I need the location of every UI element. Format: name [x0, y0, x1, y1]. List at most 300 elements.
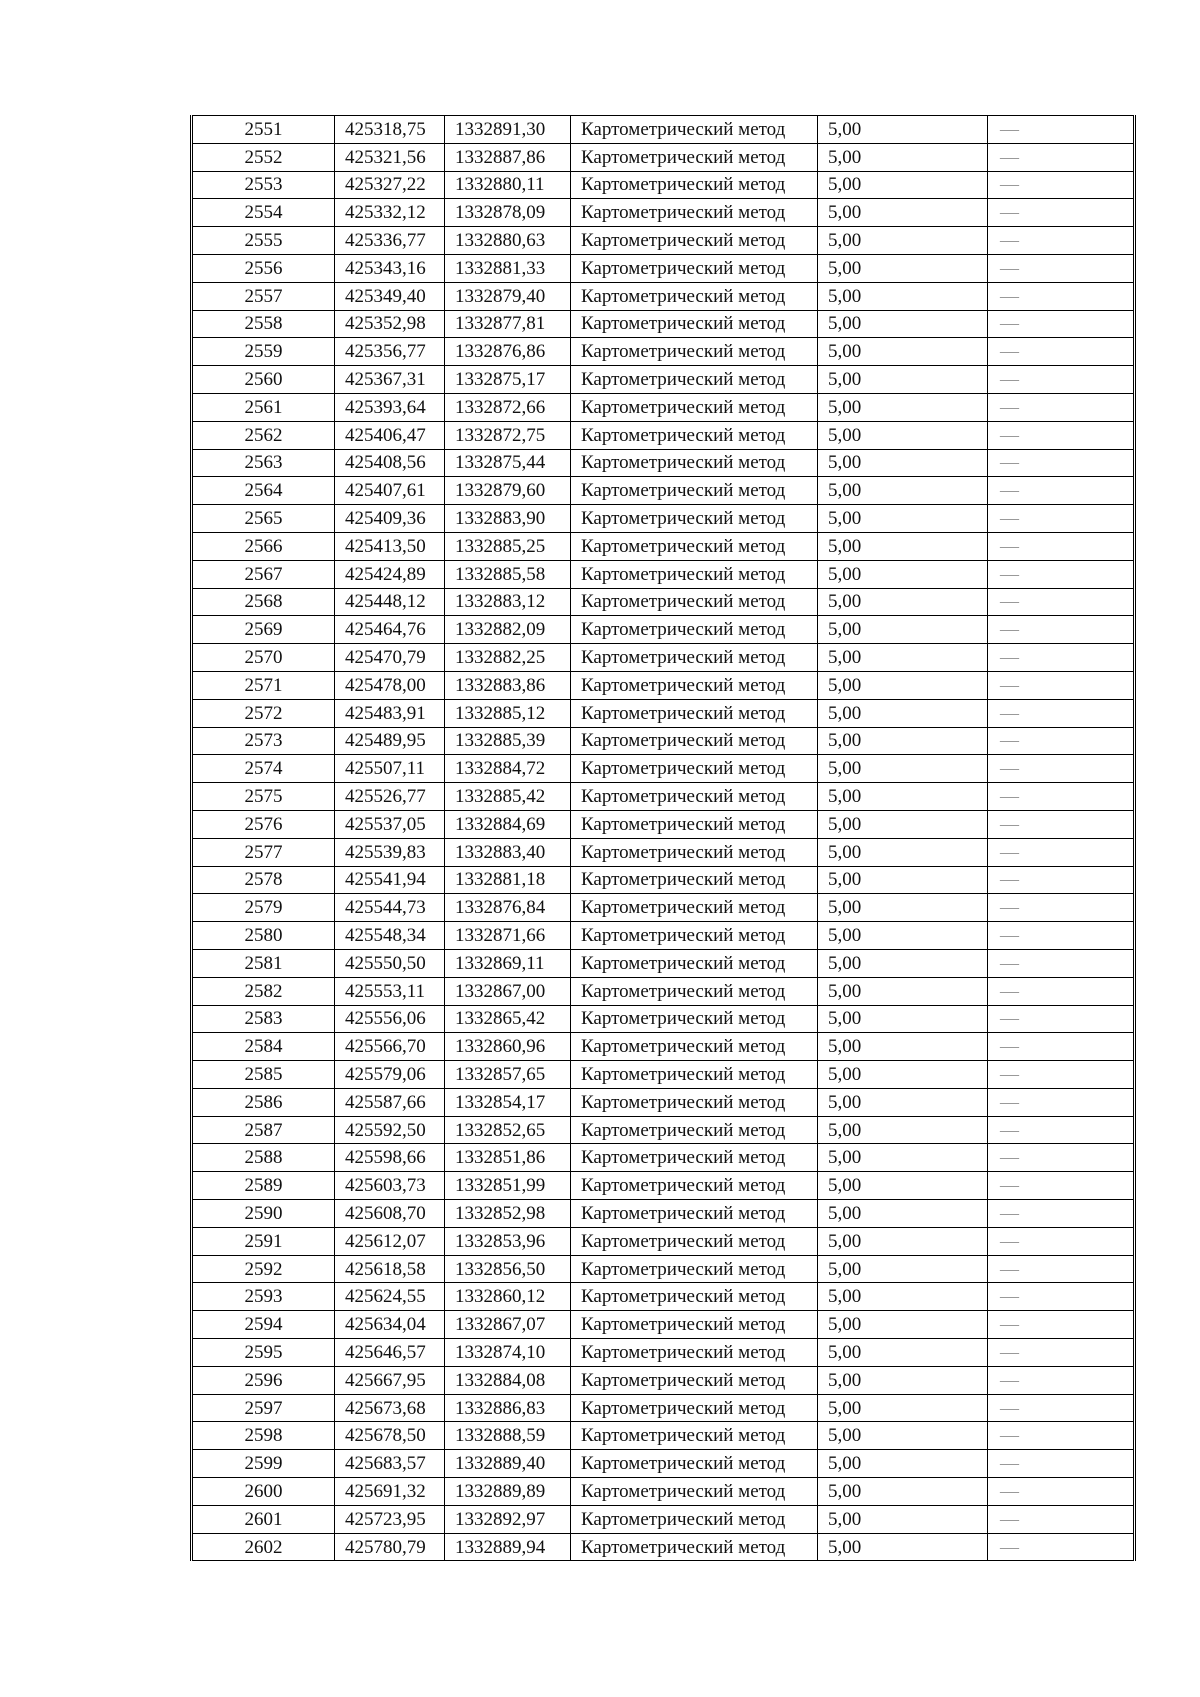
point-number-cell: 2598: [192, 1422, 335, 1450]
table-row: [192, 1450, 1135, 1478]
y-coordinate-cell: 1332891,30: [445, 116, 571, 144]
point-number-cell: 2588: [192, 1144, 335, 1172]
x-coordinate-cell: 425336,77: [335, 227, 445, 255]
method-cell: Картометрический метод: [571, 1394, 818, 1422]
note-cell: —: [988, 449, 1135, 477]
table-row: [192, 366, 1135, 394]
point-number-cell: 2552: [192, 143, 335, 171]
point-number-cell: 2583: [192, 1005, 335, 1033]
point-number-cell: 2569: [192, 616, 335, 644]
y-coordinate-cell: 1332881,18: [445, 866, 571, 894]
note-cell: —: [988, 1366, 1135, 1394]
note-cell: —: [988, 1061, 1135, 1089]
note-cell: —: [988, 421, 1135, 449]
y-coordinate-cell: 1332865,42: [445, 1005, 571, 1033]
y-coordinate-cell: 1332884,08: [445, 1366, 571, 1394]
point-number-cell: 2557: [192, 282, 335, 310]
x-coordinate-cell: 425553,11: [335, 977, 445, 1005]
x-coordinate-cell: 425544,73: [335, 894, 445, 922]
accuracy-cell: 5,00: [818, 1088, 988, 1116]
x-coordinate-cell: 425587,66: [335, 1088, 445, 1116]
table-row: [192, 1422, 1135, 1450]
method-cell: Картометрический метод: [571, 505, 818, 533]
point-number-cell: 2591: [192, 1227, 335, 1255]
accuracy-cell: 5,00: [818, 922, 988, 950]
accuracy-cell: 5,00: [818, 199, 988, 227]
accuracy-cell: 5,00: [818, 1450, 988, 1478]
x-coordinate-cell: 425673,68: [335, 1394, 445, 1422]
accuracy-cell: 5,00: [818, 1033, 988, 1061]
method-cell: Картометрический метод: [571, 1366, 818, 1394]
note-cell: —: [988, 810, 1135, 838]
accuracy-cell: 5,00: [818, 1255, 988, 1283]
x-coordinate-cell: 425612,07: [335, 1227, 445, 1255]
method-cell: Картометрический метод: [571, 477, 818, 505]
accuracy-cell: 5,00: [818, 449, 988, 477]
point-number-cell: 2587: [192, 1116, 335, 1144]
y-coordinate-cell: 1332883,40: [445, 838, 571, 866]
point-number-cell: 2595: [192, 1339, 335, 1367]
note-cell: —: [988, 727, 1135, 755]
point-number-cell: 2597: [192, 1394, 335, 1422]
x-coordinate-cell: 425618,58: [335, 1255, 445, 1283]
y-coordinate-cell: 1332880,11: [445, 171, 571, 199]
note-cell: —: [988, 671, 1135, 699]
table-row: [192, 199, 1135, 227]
method-cell: Картометрический метод: [571, 644, 818, 672]
accuracy-cell: 5,00: [818, 755, 988, 783]
table-row: [192, 727, 1135, 755]
point-number-cell: 2579: [192, 894, 335, 922]
accuracy-cell: 5,00: [818, 644, 988, 672]
note-cell: —: [988, 1450, 1135, 1478]
x-coordinate-cell: 425424,89: [335, 560, 445, 588]
method-cell: Картометрический метод: [571, 949, 818, 977]
table-row: [192, 1394, 1135, 1422]
method-cell: Картометрический метод: [571, 1005, 818, 1033]
note-cell: —: [988, 282, 1135, 310]
y-coordinate-cell: 1332881,33: [445, 254, 571, 282]
note-cell: —: [988, 366, 1135, 394]
note-cell: —: [988, 866, 1135, 894]
method-cell: Картометрический метод: [571, 532, 818, 560]
note-cell: —: [988, 1311, 1135, 1339]
x-coordinate-cell: 425413,50: [335, 532, 445, 560]
table-row: [192, 310, 1135, 338]
table-row: [192, 1478, 1135, 1506]
table-row: [192, 449, 1135, 477]
y-coordinate-cell: 1332851,99: [445, 1172, 571, 1200]
y-coordinate-cell: 1332852,65: [445, 1116, 571, 1144]
y-coordinate-cell: 1332884,72: [445, 755, 571, 783]
note-cell: —: [988, 171, 1135, 199]
point-number-cell: 2554: [192, 199, 335, 227]
x-coordinate-cell: 425598,66: [335, 1144, 445, 1172]
accuracy-cell: 5,00: [818, 1116, 988, 1144]
point-number-cell: 2558: [192, 310, 335, 338]
point-number-cell: 2559: [192, 338, 335, 366]
method-cell: Картометрический метод: [571, 894, 818, 922]
accuracy-cell: 5,00: [818, 282, 988, 310]
note-cell: —: [988, 616, 1135, 644]
note-cell: —: [988, 1478, 1135, 1506]
accuracy-cell: 5,00: [818, 699, 988, 727]
table-row: [192, 671, 1135, 699]
x-coordinate-cell: 425448,12: [335, 588, 445, 616]
note-cell: —: [988, 1200, 1135, 1228]
method-cell: Картометрический метод: [571, 1422, 818, 1450]
y-coordinate-cell: 1332869,11: [445, 949, 571, 977]
method-cell: Картометрический метод: [571, 1450, 818, 1478]
y-coordinate-cell: 1332889,94: [445, 1533, 571, 1561]
accuracy-cell: 5,00: [818, 1366, 988, 1394]
y-coordinate-cell: 1332889,40: [445, 1450, 571, 1478]
coordinates-table-body: [192, 116, 1135, 1561]
note-cell: —: [988, 1394, 1135, 1422]
point-number-cell: 2599: [192, 1450, 335, 1478]
table-row: [192, 1311, 1135, 1339]
x-coordinate-cell: 425592,50: [335, 1116, 445, 1144]
table-row: [192, 227, 1135, 255]
table-row: [192, 171, 1135, 199]
note-cell: —: [988, 1533, 1135, 1561]
note-cell: —: [988, 838, 1135, 866]
table-row: [192, 1366, 1135, 1394]
method-cell: Картометрический метод: [571, 671, 818, 699]
x-coordinate-cell: 425579,06: [335, 1061, 445, 1089]
coordinates-table: [190, 115, 1136, 1561]
x-coordinate-cell: 425541,94: [335, 866, 445, 894]
table-row: [192, 393, 1135, 421]
note-cell: —: [988, 699, 1135, 727]
note-cell: —: [988, 1172, 1135, 1200]
x-coordinate-cell: 425548,34: [335, 922, 445, 950]
table-row: [192, 1255, 1135, 1283]
table-row: [192, 560, 1135, 588]
accuracy-cell: 5,00: [818, 421, 988, 449]
point-number-cell: 2580: [192, 922, 335, 950]
y-coordinate-cell: 1332874,10: [445, 1339, 571, 1367]
table-row: [192, 588, 1135, 616]
note-cell: —: [988, 977, 1135, 1005]
accuracy-cell: 5,00: [818, 254, 988, 282]
point-number-cell: 2556: [192, 254, 335, 282]
x-coordinate-cell: 425608,70: [335, 1200, 445, 1228]
point-number-cell: 2584: [192, 1033, 335, 1061]
accuracy-cell: 5,00: [818, 227, 988, 255]
method-cell: Картометрический метод: [571, 1283, 818, 1311]
x-coordinate-cell: 425367,31: [335, 366, 445, 394]
table-row: [192, 1033, 1135, 1061]
accuracy-cell: 5,00: [818, 1061, 988, 1089]
point-number-cell: 2593: [192, 1283, 335, 1311]
note-cell: —: [988, 393, 1135, 421]
note-cell: —: [988, 1005, 1135, 1033]
y-coordinate-cell: 1332879,60: [445, 477, 571, 505]
method-cell: Картометрический метод: [571, 254, 818, 282]
x-coordinate-cell: 425483,91: [335, 699, 445, 727]
y-coordinate-cell: 1332860,96: [445, 1033, 571, 1061]
y-coordinate-cell: 1332853,96: [445, 1227, 571, 1255]
note-cell: —: [988, 588, 1135, 616]
accuracy-cell: 5,00: [818, 588, 988, 616]
note-cell: —: [988, 310, 1135, 338]
accuracy-cell: 5,00: [818, 393, 988, 421]
note-cell: —: [988, 1144, 1135, 1172]
x-coordinate-cell: 425470,79: [335, 644, 445, 672]
accuracy-cell: 5,00: [818, 143, 988, 171]
accuracy-cell: 5,00: [818, 1283, 988, 1311]
y-coordinate-cell: 1332882,25: [445, 644, 571, 672]
point-number-cell: 2560: [192, 366, 335, 394]
table-row: [192, 1088, 1135, 1116]
table-row: [192, 1144, 1135, 1172]
y-coordinate-cell: 1332883,90: [445, 505, 571, 533]
method-cell: Картометрический метод: [571, 1061, 818, 1089]
point-number-cell: 2576: [192, 810, 335, 838]
x-coordinate-cell: 425678,50: [335, 1422, 445, 1450]
note-cell: —: [988, 1033, 1135, 1061]
y-coordinate-cell: 1332880,63: [445, 227, 571, 255]
x-coordinate-cell: 425352,98: [335, 310, 445, 338]
accuracy-cell: 5,00: [818, 810, 988, 838]
note-cell: —: [988, 227, 1135, 255]
method-cell: Картометрический метод: [571, 171, 818, 199]
y-coordinate-cell: 1332856,50: [445, 1255, 571, 1283]
accuracy-cell: 5,00: [818, 1339, 988, 1367]
y-coordinate-cell: 1332878,09: [445, 199, 571, 227]
note-cell: —: [988, 143, 1135, 171]
note-cell: —: [988, 199, 1135, 227]
accuracy-cell: 5,00: [818, 1478, 988, 1506]
accuracy-cell: 5,00: [818, 866, 988, 894]
method-cell: Картометрический метод: [571, 1311, 818, 1339]
y-coordinate-cell: 1332882,09: [445, 616, 571, 644]
method-cell: Картометрический метод: [571, 588, 818, 616]
table-row: [192, 644, 1135, 672]
x-coordinate-cell: 425566,70: [335, 1033, 445, 1061]
table-row: [192, 1227, 1135, 1255]
y-coordinate-cell: 1332871,66: [445, 922, 571, 950]
table-row: [192, 838, 1135, 866]
accuracy-cell: 5,00: [818, 310, 988, 338]
x-coordinate-cell: 425691,32: [335, 1478, 445, 1506]
note-cell: —: [988, 1227, 1135, 1255]
x-coordinate-cell: 425349,40: [335, 282, 445, 310]
method-cell: Картометрический метод: [571, 1144, 818, 1172]
x-coordinate-cell: 425550,50: [335, 949, 445, 977]
method-cell: Картометрический метод: [571, 616, 818, 644]
note-cell: —: [988, 1283, 1135, 1311]
accuracy-cell: 5,00: [818, 116, 988, 144]
x-coordinate-cell: 425539,83: [335, 838, 445, 866]
method-cell: Картометрический метод: [571, 699, 818, 727]
note-cell: —: [988, 477, 1135, 505]
method-cell: Картометрический метод: [571, 977, 818, 1005]
point-number-cell: 2596: [192, 1366, 335, 1394]
accuracy-cell: 5,00: [818, 1005, 988, 1033]
y-coordinate-cell: 1332886,83: [445, 1394, 571, 1422]
y-coordinate-cell: 1332872,66: [445, 393, 571, 421]
y-coordinate-cell: 1332885,42: [445, 783, 571, 811]
note-cell: —: [988, 338, 1135, 366]
method-cell: Картометрический метод: [571, 1088, 818, 1116]
y-coordinate-cell: 1332877,81: [445, 310, 571, 338]
table-row: [192, 1533, 1135, 1561]
point-number-cell: 2563: [192, 449, 335, 477]
y-coordinate-cell: 1332867,07: [445, 1311, 571, 1339]
table-row: [192, 338, 1135, 366]
method-cell: Картометрический метод: [571, 393, 818, 421]
method-cell: Картометрический метод: [571, 838, 818, 866]
method-cell: Картометрический метод: [571, 1255, 818, 1283]
note-cell: —: [988, 1422, 1135, 1450]
table-row: [192, 254, 1135, 282]
accuracy-cell: 5,00: [818, 532, 988, 560]
accuracy-cell: 5,00: [818, 1144, 988, 1172]
x-coordinate-cell: 425646,57: [335, 1339, 445, 1367]
note-cell: —: [988, 254, 1135, 282]
point-number-cell: 2577: [192, 838, 335, 866]
method-cell: Картометрический метод: [571, 1033, 818, 1061]
point-number-cell: 2594: [192, 1311, 335, 1339]
table-row: [192, 977, 1135, 1005]
x-coordinate-cell: 425406,47: [335, 421, 445, 449]
method-cell: Картометрический метод: [571, 421, 818, 449]
table-row: [192, 532, 1135, 560]
x-coordinate-cell: 425478,00: [335, 671, 445, 699]
accuracy-cell: 5,00: [818, 338, 988, 366]
accuracy-cell: 5,00: [818, 1422, 988, 1450]
table-row: [192, 1116, 1135, 1144]
table-row: [192, 894, 1135, 922]
accuracy-cell: 5,00: [818, 783, 988, 811]
point-number-cell: 2601: [192, 1505, 335, 1533]
method-cell: Картометрический метод: [571, 783, 818, 811]
y-coordinate-cell: 1332879,40: [445, 282, 571, 310]
method-cell: Картометрический метод: [571, 1533, 818, 1561]
x-coordinate-cell: 425683,57: [335, 1450, 445, 1478]
table-row: [192, 143, 1135, 171]
note-cell: —: [988, 1088, 1135, 1116]
y-coordinate-cell: 1332883,86: [445, 671, 571, 699]
note-cell: —: [988, 1339, 1135, 1367]
table-row: [192, 116, 1135, 144]
point-number-cell: 2562: [192, 421, 335, 449]
x-coordinate-cell: 425780,79: [335, 1533, 445, 1561]
table-row: [192, 505, 1135, 533]
y-coordinate-cell: 1332875,17: [445, 366, 571, 394]
table-row: [192, 616, 1135, 644]
note-cell: —: [988, 894, 1135, 922]
point-number-cell: 2602: [192, 1533, 335, 1561]
method-cell: Картометрический метод: [571, 449, 818, 477]
method-cell: Картометрический метод: [571, 1116, 818, 1144]
note-cell: —: [988, 505, 1135, 533]
x-coordinate-cell: 425723,95: [335, 1505, 445, 1533]
x-coordinate-cell: 425409,36: [335, 505, 445, 533]
table-row: [192, 477, 1135, 505]
point-number-cell: 2565: [192, 505, 335, 533]
point-number-cell: 2581: [192, 949, 335, 977]
method-cell: Картометрический метод: [571, 560, 818, 588]
x-coordinate-cell: 425667,95: [335, 1366, 445, 1394]
note-cell: —: [988, 755, 1135, 783]
point-number-cell: 2567: [192, 560, 335, 588]
method-cell: Картометрический метод: [571, 1339, 818, 1367]
table-row: [192, 810, 1135, 838]
accuracy-cell: 5,00: [818, 1200, 988, 1228]
method-cell: Картометрический метод: [571, 1172, 818, 1200]
accuracy-cell: 5,00: [818, 477, 988, 505]
x-coordinate-cell: 425634,04: [335, 1311, 445, 1339]
x-coordinate-cell: 425507,11: [335, 755, 445, 783]
x-coordinate-cell: 425408,56: [335, 449, 445, 477]
x-coordinate-cell: 425464,76: [335, 616, 445, 644]
method-cell: Картометрический метод: [571, 810, 818, 838]
y-coordinate-cell: 1332888,59: [445, 1422, 571, 1450]
table-row: [192, 783, 1135, 811]
x-coordinate-cell: 425321,56: [335, 143, 445, 171]
accuracy-cell: 5,00: [818, 671, 988, 699]
note-cell: —: [988, 949, 1135, 977]
accuracy-cell: 5,00: [818, 560, 988, 588]
method-cell: Картометрический метод: [571, 143, 818, 171]
note-cell: —: [988, 560, 1135, 588]
y-coordinate-cell: 1332892,97: [445, 1505, 571, 1533]
point-number-cell: 2589: [192, 1172, 335, 1200]
x-coordinate-cell: 425356,77: [335, 338, 445, 366]
accuracy-cell: 5,00: [818, 171, 988, 199]
table-row: [192, 421, 1135, 449]
note-cell: —: [988, 116, 1135, 144]
x-coordinate-cell: 425318,75: [335, 116, 445, 144]
method-cell: Картометрический метод: [571, 922, 818, 950]
x-coordinate-cell: 425332,12: [335, 199, 445, 227]
y-coordinate-cell: 1332883,12: [445, 588, 571, 616]
point-number-cell: 2561: [192, 393, 335, 421]
table-row: [192, 1005, 1135, 1033]
y-coordinate-cell: 1332876,84: [445, 894, 571, 922]
y-coordinate-cell: 1332860,12: [445, 1283, 571, 1311]
accuracy-cell: 5,00: [818, 1227, 988, 1255]
method-cell: Картометрический метод: [571, 116, 818, 144]
point-number-cell: 2586: [192, 1088, 335, 1116]
x-coordinate-cell: 425603,73: [335, 1172, 445, 1200]
table-row: [192, 1200, 1135, 1228]
method-cell: Картометрический метод: [571, 338, 818, 366]
x-coordinate-cell: 425556,06: [335, 1005, 445, 1033]
x-coordinate-cell: 425327,22: [335, 171, 445, 199]
note-cell: —: [988, 1116, 1135, 1144]
table-row: [192, 1339, 1135, 1367]
table-row: [192, 1505, 1135, 1533]
note-cell: —: [988, 532, 1135, 560]
note-cell: —: [988, 922, 1135, 950]
table-row: [192, 699, 1135, 727]
point-number-cell: 2566: [192, 532, 335, 560]
y-coordinate-cell: 1332876,86: [445, 338, 571, 366]
y-coordinate-cell: 1332885,12: [445, 699, 571, 727]
point-number-cell: 2582: [192, 977, 335, 1005]
y-coordinate-cell: 1332884,69: [445, 810, 571, 838]
point-number-cell: 2564: [192, 477, 335, 505]
note-cell: —: [988, 644, 1135, 672]
x-coordinate-cell: 425526,77: [335, 783, 445, 811]
x-coordinate-cell: 425624,55: [335, 1283, 445, 1311]
accuracy-cell: 5,00: [818, 894, 988, 922]
y-coordinate-cell: 1332857,65: [445, 1061, 571, 1089]
